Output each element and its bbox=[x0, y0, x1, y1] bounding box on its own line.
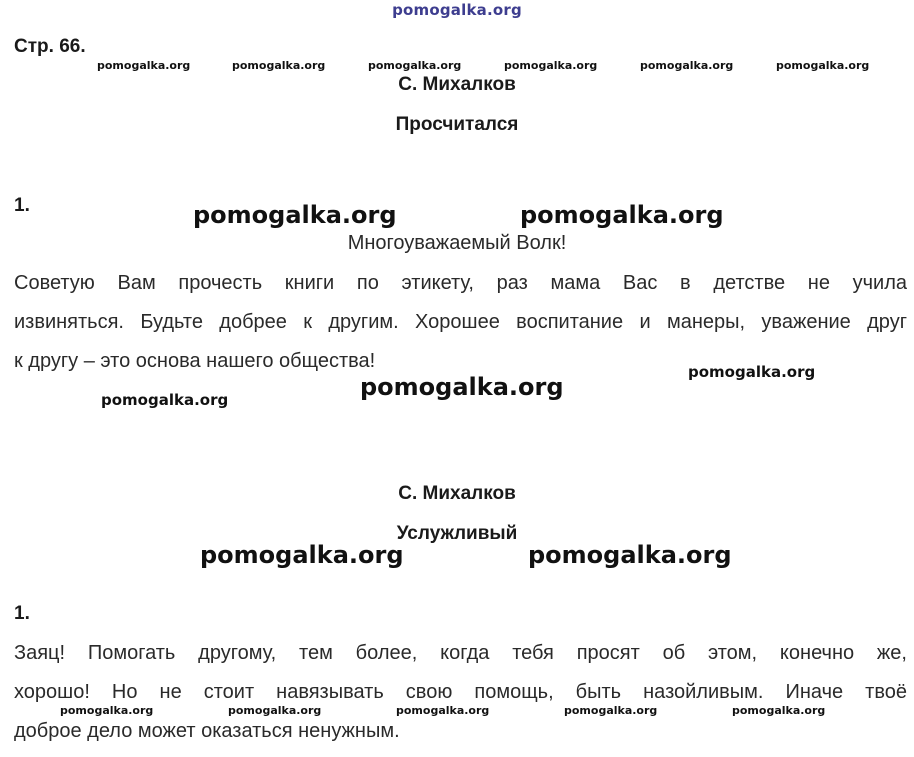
section1-line: Советую Вам прочесть книги по этикету, раз мама Вас в детстве не учила bbox=[14, 272, 907, 294]
watermark: pomogalka.org bbox=[193, 201, 397, 229]
section2-line: доброе дело может оказаться ненужным. bbox=[14, 720, 400, 742]
watermark: pomogalka.org bbox=[520, 201, 724, 229]
section1-salutation: Многоуважаемый Волк! bbox=[347, 232, 567, 254]
section1-title: Просчитался bbox=[395, 114, 519, 135]
watermark: pomogalka.org bbox=[504, 59, 598, 72]
watermark: pomogalka.org bbox=[200, 541, 404, 569]
section1-author: С. Михалков bbox=[398, 74, 516, 95]
watermark: pomogalka.org bbox=[232, 59, 326, 72]
section2-line: хорошо! Но не стоит навязывать свою помощь, быть назойливым. Иначе твоё bbox=[14, 681, 907, 703]
site-watermark-top: pomogalka.org bbox=[392, 1, 522, 19]
watermark: pomogalka.org bbox=[732, 704, 826, 717]
watermark: pomogalka.org bbox=[776, 59, 870, 72]
watermark: pomogalka.org bbox=[528, 541, 732, 569]
watermark: pomogalka.org bbox=[640, 59, 734, 72]
page-number: Стр. 66. bbox=[14, 36, 86, 57]
watermark: pomogalka.org bbox=[688, 363, 816, 381]
section1-line: к другу – это основа нашего общества! bbox=[14, 350, 376, 372]
section2-author: С. Михалков bbox=[398, 483, 516, 504]
watermark: pomogalka.org bbox=[396, 704, 490, 717]
watermark: pomogalka.org bbox=[97, 59, 191, 72]
watermark: pomogalka.org bbox=[228, 704, 322, 717]
section2-item-number: 1. bbox=[14, 603, 30, 624]
watermark: pomogalka.org bbox=[60, 704, 154, 717]
section2-line: Заяц! Помогать другому, тем более, когда тебя просят об этом, конечно же, bbox=[14, 642, 907, 664]
watermark: pomogalka.org bbox=[360, 373, 564, 401]
section1-line: извиняться. Будьте добрее к другим. Хорошее воспитание и манеры, уважение друг bbox=[14, 311, 907, 333]
section2-body bbox=[14, 634, 907, 751]
section1-item-number: 1. bbox=[14, 195, 30, 216]
watermark: pomogalka.org bbox=[368, 59, 462, 72]
section2-title: Услужливый bbox=[396, 523, 518, 544]
watermark: pomogalka.org bbox=[101, 391, 229, 409]
watermark: pomogalka.org bbox=[564, 704, 658, 717]
